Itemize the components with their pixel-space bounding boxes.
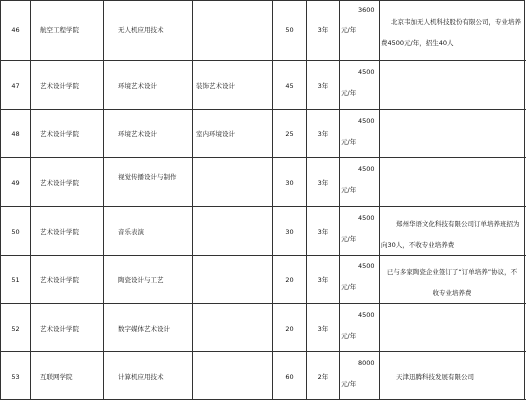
row-divider bbox=[0, 109, 526, 110]
plan-count: 30 bbox=[285, 228, 294, 236]
major-name: 陶瓷设计与工艺 bbox=[118, 276, 164, 284]
row-number: 53 bbox=[11, 373, 20, 381]
years: 3年 bbox=[317, 130, 329, 138]
fee-unit: 元/年 bbox=[341, 26, 357, 34]
years: 3年 bbox=[317, 325, 329, 333]
major-name: 计算机应用技术 bbox=[118, 373, 164, 381]
row-number: 52 bbox=[11, 325, 20, 333]
note: 天津迅腾科技发展有限公司 bbox=[396, 373, 474, 381]
fee-amount: 4500 bbox=[358, 117, 375, 125]
college-name: 艺术设计学院 bbox=[40, 130, 79, 138]
plan-count: 25 bbox=[285, 130, 294, 138]
plan-count: 45 bbox=[285, 82, 294, 90]
years: 3年 bbox=[317, 276, 329, 284]
row-number: 46 bbox=[11, 26, 20, 34]
fee-amount: 3600 bbox=[358, 6, 375, 14]
fee-unit: 元/年 bbox=[341, 332, 357, 340]
college-name: 艺术设计学院 bbox=[40, 179, 79, 187]
college-name: 艺术设计学院 bbox=[40, 82, 79, 90]
years: 3年 bbox=[317, 82, 329, 90]
direction-name: 装饰艺术设计 bbox=[196, 82, 235, 90]
fee-amount: 4500 bbox=[358, 68, 375, 76]
fee-unit: 元/年 bbox=[341, 186, 357, 194]
fee-unit: 元/年 bbox=[341, 235, 357, 243]
row-number: 51 bbox=[11, 276, 20, 284]
fee-unit: 元/年 bbox=[341, 380, 357, 388]
row-number: 49 bbox=[11, 179, 20, 187]
fee-amount: 8000 bbox=[358, 359, 375, 367]
plan-count: 20 bbox=[285, 276, 294, 284]
note: 北京韦加无人机科技股份有限公司，专业培养费4500元/年，招生40人 bbox=[381, 18, 521, 47]
years: 2年 bbox=[317, 373, 329, 381]
row-divider bbox=[0, 206, 526, 207]
major-name: 数字媒体艺术设计 bbox=[118, 325, 170, 333]
college-name: 互联网学院 bbox=[40, 373, 73, 381]
note: 郑州华语文化科技有限公司订单培养班招为向30人，不收专业培养费 bbox=[381, 220, 520, 249]
row-divider bbox=[0, 351, 526, 352]
row-divider bbox=[0, 157, 526, 158]
years: 3年 bbox=[317, 228, 329, 236]
plan-count: 20 bbox=[285, 325, 294, 333]
college-name: 艺术设计学院 bbox=[40, 228, 79, 236]
major-name: 视觉传播设计与制作 bbox=[118, 173, 177, 181]
major-name: 音乐表演 bbox=[118, 228, 144, 236]
plan-count: 50 bbox=[285, 26, 294, 34]
plan-count: 60 bbox=[285, 373, 294, 381]
fee-unit: 元/年 bbox=[341, 89, 357, 97]
major-name: 环境艺术设计 bbox=[118, 82, 157, 90]
row-divider bbox=[0, 60, 526, 61]
direction-name: 室内环境设计 bbox=[196, 130, 235, 138]
row-number: 47 bbox=[11, 82, 20, 90]
fee-amount: 4500 bbox=[358, 262, 375, 270]
college-name: 艺术设计学院 bbox=[40, 276, 79, 284]
major-name: 无人机应用技术 bbox=[118, 26, 164, 34]
years: 3年 bbox=[317, 26, 329, 34]
fee-unit: 元/年 bbox=[341, 138, 357, 146]
plan-count: 30 bbox=[285, 179, 294, 187]
college-name: 艺术设计学院 bbox=[40, 325, 79, 333]
row-number: 48 bbox=[11, 130, 20, 138]
fee-unit: 元/年 bbox=[341, 283, 357, 291]
years: 3年 bbox=[317, 179, 329, 187]
college-name: 航空工程学院 bbox=[40, 26, 79, 34]
fee-amount: 4500 bbox=[358, 214, 375, 222]
row-number: 50 bbox=[11, 228, 20, 236]
major-name: 环境艺术设计 bbox=[118, 130, 157, 138]
note: 已与多家陶瓷企业签订了“订单培养”协议，不收专业培养费 bbox=[386, 268, 518, 297]
fee-amount: 4500 bbox=[358, 165, 375, 173]
fee-amount: 4500 bbox=[358, 311, 375, 319]
